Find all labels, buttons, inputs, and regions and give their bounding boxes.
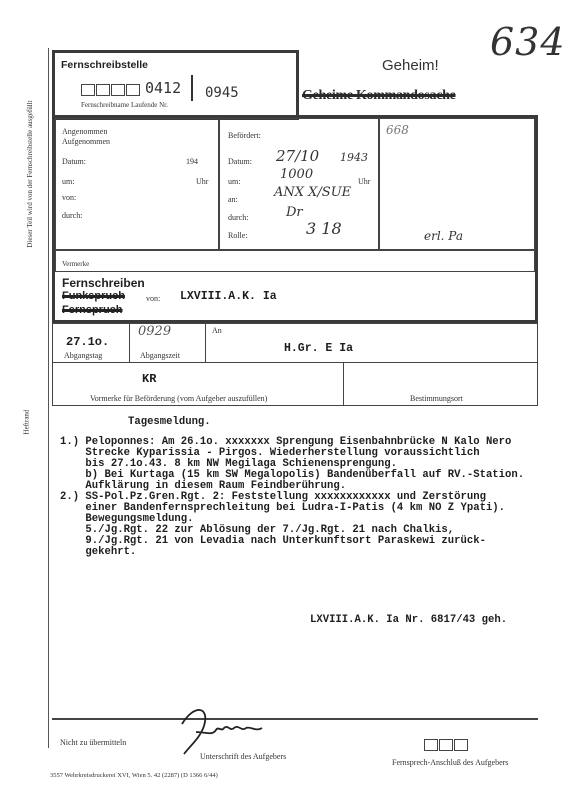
office-box [52,50,299,120]
message-from-label: von: [146,294,161,303]
report-title: Tagesmeldung. [128,416,211,428]
report-line: 9./Jg.Rgt. 21 von Levadia nach Unterkunftsort Paraskewi zurück- [60,535,486,547]
do-not-transmit: Nicht zu übermitteln [60,738,127,747]
report-line: 1.) Peloponnes: Am 26.1o. xxxxxxx Sprengung Eisenbahnbrücke N Kalo Nero [60,436,512,448]
forwarded-section [219,118,379,250]
report-reference: LXVIII.A.K. Ia Nr. 6817/43 geh. [310,614,508,626]
message-kind: Fernschreiben [62,276,145,290]
message-from-value: LXVIII.A.K. Ia [180,290,277,303]
forwarded-to-value: ANX X/SUE [274,185,352,200]
left-margin-line [48,48,49,748]
forwarded-title: Befördert: [228,131,261,140]
to-label: An [212,326,222,335]
forwarded-roll-value: 3 18 [306,219,342,238]
stamp-box [379,118,535,250]
priority-value: KR [142,372,157,386]
remarks-row [55,250,535,272]
classification: Geheim! [382,57,439,74]
report-line: Aufklärung in diesem Raum Feindberührung. [60,480,347,492]
tape-number-label: Fernschreibname Laufende Nr. [81,101,168,109]
message-struck-2: Fernspruch [62,304,123,316]
tape-number-divider [191,75,193,101]
message-struck-1: Funkspruch [62,290,125,302]
departure-time-label: Abgangszeit [140,351,180,360]
report-line: einer Bandenfernsprechleitung bei Ludra-I-Patis (4 km NO Z Ypati). [60,502,506,514]
signature-label: Unterschrift des Aufgebers [200,752,287,761]
received-line1: Angenommen [62,127,108,136]
struck-heading: Geheime Kommandosache [302,88,456,103]
tape-number-cells [81,83,141,101]
departure-divider-1 [129,324,130,362]
phone-label: Fernsprech-Anschluß des Aufgebers [392,758,509,767]
report-line: Strecke Kyparissia - Pirgos. Wiederherstellung voraussichtlich [60,447,480,459]
forwarded-date-label: Datum: [228,157,252,166]
report-line: b) Bei Kurtaga (15 km SW Megalopolis) Bandenüberfall auf RV.-Station. [60,469,525,481]
tape-number-1: 0412 [145,79,182,97]
report-line: gekehrt. [60,546,137,558]
to-value: H.Gr. E Ia [284,342,354,355]
received-time-label: um: [62,177,75,186]
page-number: 634 [490,20,566,64]
received-date-label: Datum: [62,157,86,166]
forwarded-time-label: um: [228,177,241,186]
side-note: Dieser Teil wird von der Fernschreibstelle ausgefüllt [26,100,34,248]
forwarded-to-label: an: [228,195,238,204]
departure-divider-2 [205,324,206,362]
footer-rule [52,718,538,720]
received-section [55,118,219,250]
departure-day-label: Abgangstag [64,351,103,360]
departure-time-value: 0929 [138,324,172,339]
destination-label: Bestimmungsort [410,394,463,403]
forwarded-time-unit: Uhr [358,177,371,186]
remarks-label: Vermerke [62,260,90,268]
report-line: 5./Jg.Rgt. 22 zur Ablösung der 7./Jg.Rgt. 21 nach Chalkis, [60,524,455,536]
departure-day-value: 27.1o. [66,335,110,349]
received-year-prefix: 194 [186,157,198,166]
report-line: bis 27.1o.43. 8 km NW Megilaga Schienensprengung. [60,458,397,470]
forwarded-time-value: 1000 [280,167,314,182]
received-time-unit: Uhr [196,177,209,186]
priority-divider [343,363,344,405]
forwarded-via-label: durch: [228,213,249,222]
tear-margin-label: Heftrand [22,409,31,435]
received-line2: Aufgenommen [62,137,110,146]
office-title: Fernschreibstelle [61,59,148,71]
printer-note: 3557 Wehrkreisdruckerei XVI, Wien 5. 42 (2287) (D 1366 6/44) [50,772,218,779]
report-line: Bewegungsmeldung. [60,513,194,525]
forwarded-date-value: 27/10 [276,147,320,165]
report-body [60,437,570,558]
stamp-number: 668 [386,123,409,137]
forwarded-year-value: 1943 [340,151,368,164]
stamp-initials: erl. Pa [424,229,463,243]
forwarded-roll-label: Rolle: [228,231,248,240]
priority-label: Vormerke für Beförderung (vom Aufgeber auszufüllen) [90,394,268,403]
phone-cells [424,738,469,756]
received-from-label: von: [62,193,77,202]
report-line: 2.) SS-Pol.Pz.Gren.Rgt. 2: Feststellung xxxxxxxxxxxx und Zerstörung [60,491,486,503]
forwarded-via-value: Dr [286,205,303,220]
tape-number-2: 0945 [205,85,239,101]
received-via-label: durch: [62,211,83,220]
